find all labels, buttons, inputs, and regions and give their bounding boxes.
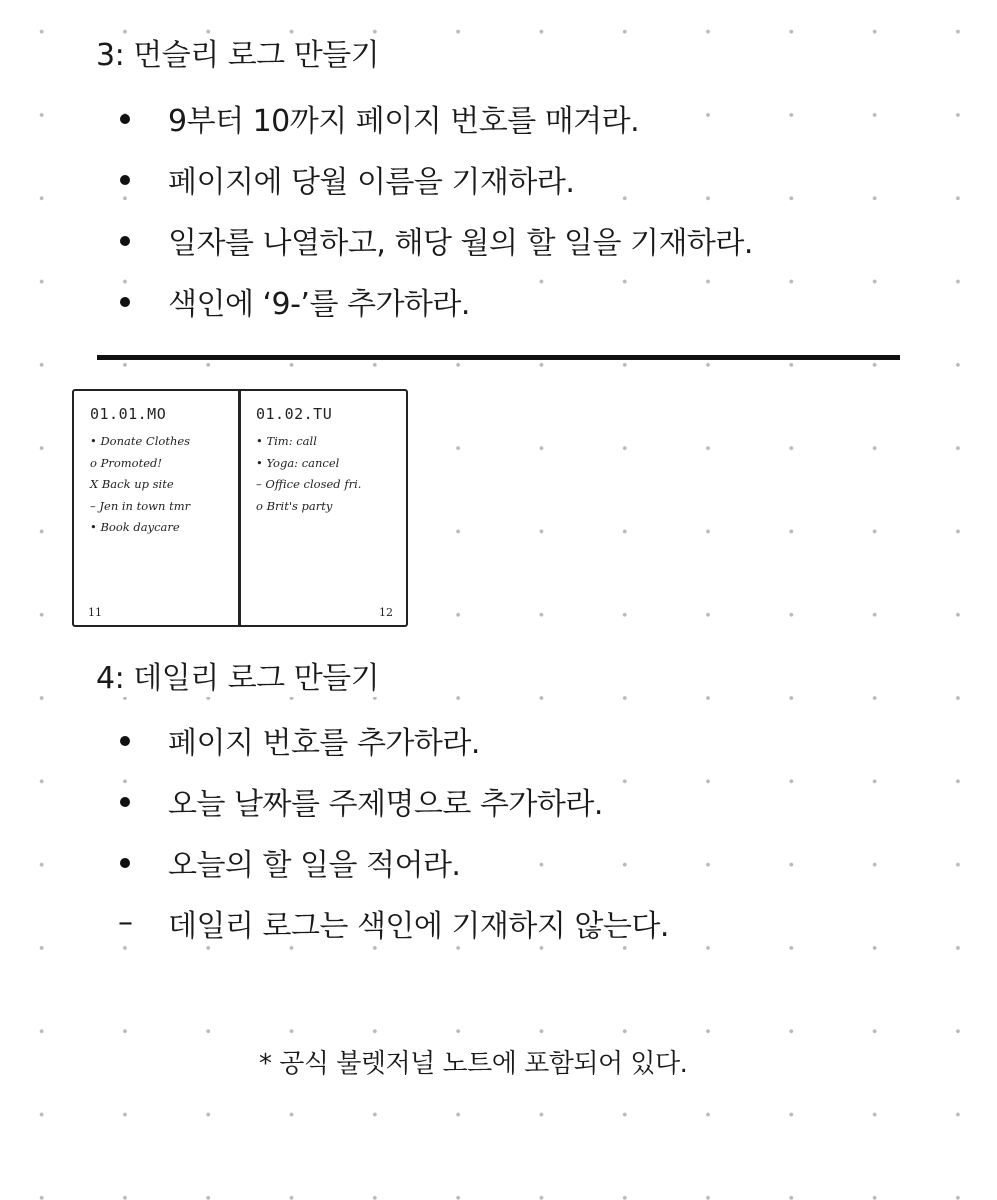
list-item-text: 데일리 로그는 색인에 기재하지 않는다.: [168, 901, 673, 945]
list-item-text: 오늘 날짜를 주제명으로 추가하라.: [168, 779, 607, 823]
list-item: [118, 218, 757, 262]
bullet-dot: [118, 279, 168, 323]
section-3-title: 3: 먼슬리 로그 만들기: [96, 38, 385, 74]
list-item: [118, 718, 484, 762]
list-item: [118, 279, 474, 323]
list-item: [118, 96, 643, 140]
log-entry: • Book daycare: [90, 520, 180, 534]
bullet-dot: [118, 157, 168, 201]
page-number: 12: [379, 606, 393, 619]
log-entry: X Back up site: [90, 477, 174, 491]
list-item: [118, 157, 578, 201]
list-item-text: 페이지에 당월 이름을 기재하라.: [168, 157, 578, 201]
log-entry: • Yoga: cancel: [256, 455, 340, 470]
list-item-text: 페이지 번호를 추가하라.: [168, 718, 484, 762]
notebook-illustration: [72, 389, 408, 627]
bullet-dot: [118, 218, 168, 262]
section-4-title: 4: 데일리 로그 만들기: [96, 661, 385, 697]
page-number: 11: [88, 606, 102, 619]
bullet-dot: [118, 779, 168, 823]
bullet-dot: [118, 718, 168, 762]
log-entry: o Brit's party: [256, 498, 333, 513]
list-item-text: 오늘의 할 일을 적어라.: [168, 840, 464, 884]
page-date: 01.02.TU: [256, 405, 333, 423]
list-item-text: 색인에 ‘9-’를 추가하라.: [168, 279, 474, 323]
notebook-right-page: [241, 391, 405, 625]
list-item-text: 9부터 10까지 페이지 번호를 매겨라.: [168, 96, 643, 140]
list-item-text: 일자를 나열하고, 해당 월의 할 일을 기재하라.: [168, 218, 757, 262]
log-entry: • Donate Clothes: [90, 434, 191, 448]
bullet-dot: [118, 96, 168, 140]
section-divider: [97, 355, 900, 360]
notebook-left-page: [74, 391, 238, 625]
footnote: * 공식 불렛저널 노트에 포함되어 있다.: [255, 1043, 691, 1080]
list-item: [118, 901, 673, 945]
log-entry: • Tim: call: [256, 434, 317, 448]
bullet-dash: –: [118, 905, 133, 940]
page-date: 01.01.MO: [90, 405, 167, 423]
list-item: [118, 840, 464, 884]
log-entry: – Jen in town tmr: [90, 498, 191, 513]
log-entry: o Promoted!: [90, 455, 162, 470]
list-item: [118, 779, 607, 823]
log-entry: – Office closed fri.: [256, 477, 362, 491]
bullet-dot: [118, 840, 168, 884]
